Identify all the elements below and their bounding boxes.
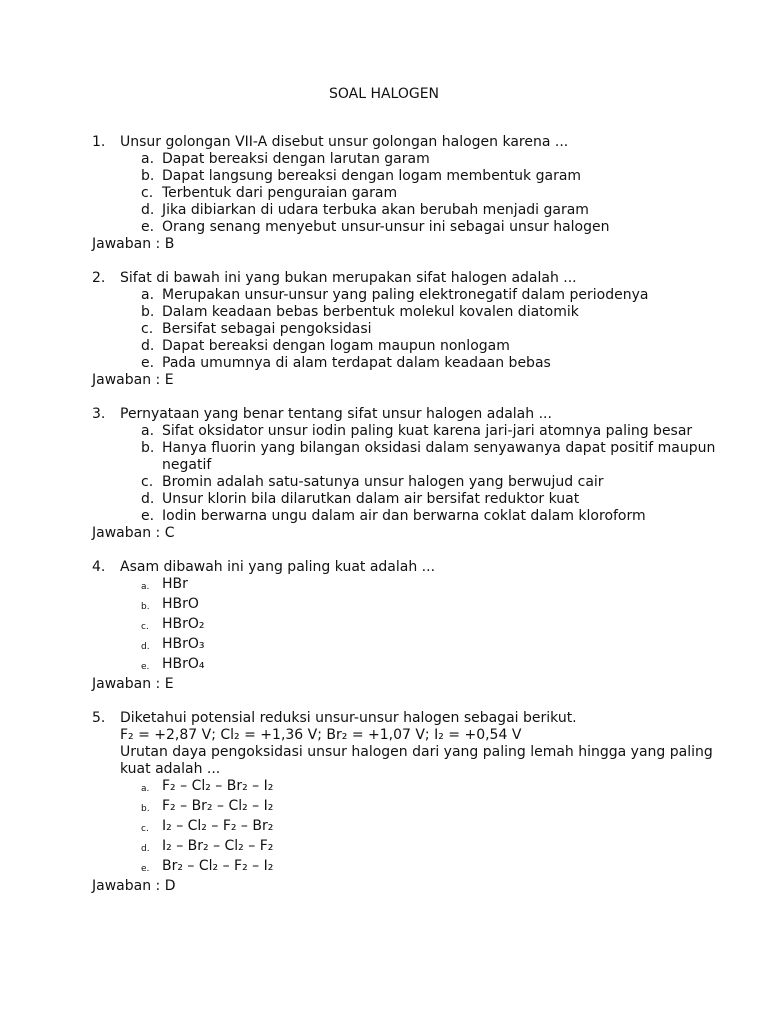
option-a [141,778,728,798]
option-b [141,798,728,818]
option-e [141,656,728,676]
option-text: Orang senang menyebut unsur-unsur ini sebagai unsur halogen [162,219,610,235]
answer-line: Jawaban : C [92,525,175,541]
option-text: F₂ – Br₂ – Cl₂ – I₂ [162,798,274,814]
option-e [141,858,728,878]
option-label: a. [141,423,155,439]
option-a [141,423,728,440]
option-label: d. [141,491,155,507]
option-text: Iodin berwarna ungu dalam air dan berwarna coklat dalam kloroform [162,508,646,524]
option-text: Jika dibiarkan di udara terbuka akan berubah menjadi garam [162,202,589,218]
option-label: a. [141,287,155,303]
answer-line: Jawaban : E [92,676,174,692]
option-label: c. [141,185,154,201]
option-label: c. [141,321,154,337]
option-label: d. [141,338,155,354]
option-list [92,576,728,676]
option-c [141,185,728,202]
question-text: Sifat di bawah ini yang bukan merupakan sifat halogen adalah ... [120,270,577,286]
option-b [141,440,728,474]
option-label: e. [141,508,155,524]
question-2 [92,270,728,389]
option-label: b. [141,304,155,320]
potential-values: F₂ = +2,87 V; Cl₂ = +1,36 V; Br₂ = +1,07 V; I₂ = +0,54 V [120,727,522,743]
question-stem [92,710,728,727]
option-text: Dalam keadaan bebas berbentuk molekul kovalen diatomik [162,304,579,320]
option-list [92,151,728,236]
option-a [141,576,728,596]
option-text: Terbentuk dari penguraian garam [162,185,398,201]
option-d [141,202,728,219]
option-e [141,355,728,372]
answer-line: Jawaban : B [92,236,175,252]
question-number: 4. [92,559,106,575]
question-3 [92,406,728,542]
option-text: F₂ – Cl₂ – Br₂ – I₂ [162,778,274,794]
option-label: d. [141,844,150,854]
question-4 [92,559,728,693]
option-label: d. [141,202,155,218]
question-text: Unsur golongan VII-A disebut unsur golongan halogen karena ... [120,134,569,150]
option-label: b. [141,168,155,184]
option-label: c. [141,474,154,490]
option-list [92,778,728,878]
option-e [141,219,728,236]
option-label: d. [141,642,150,652]
option-text: Dapat langsung bereaksi dengan logam membentuk garam [162,168,582,184]
option-text: Hanya fluorin yang bilangan oksidasi dalam senyawanya dapat positif maupun negatif [162,440,716,473]
question-stem [92,559,728,576]
option-text: HBrO₃ [162,636,205,652]
question-stem [92,406,728,423]
option-label: e. [141,219,155,235]
option-label: c. [141,824,149,834]
question-text: Pernyataan yang benar tentang sifat unsur halogen adalah ... [120,406,552,422]
question-5 [92,710,728,895]
option-list [92,287,728,372]
option-text: I₂ – Br₂ – Cl₂ – F₂ [162,838,274,854]
option-d [141,338,728,355]
option-label: a. [141,582,150,592]
option-text: HBrO₂ [162,616,205,632]
option-label: e. [141,355,155,371]
question-stem [92,134,728,151]
option-a [141,151,728,168]
option-text: HBrO [162,596,199,612]
option-text: Bersifat sebagai pengoksidasi [162,321,372,337]
answer-line: Jawaban : D [92,878,176,894]
option-text: Dapat bereaksi dengan larutan garam [162,151,430,167]
option-label: b. [141,440,155,456]
question-stem [92,270,728,287]
option-text: Br₂ – Cl₂ – F₂ – I₂ [162,858,274,874]
option-text: HBr [162,576,188,592]
option-label: e. [141,864,150,874]
question-number: 3. [92,406,106,422]
option-label: b. [141,602,150,612]
option-d [141,636,728,656]
option-d [141,838,728,858]
option-d [141,491,728,508]
option-text: HBrO₄ [162,656,205,672]
option-text: Sifat oksidator unsur iodin paling kuat karena jari-jari atomnya paling besar [162,423,693,439]
option-b [141,304,728,321]
answer-line: Jawaban : E [92,372,174,388]
question-number: 1. [92,134,106,150]
option-label: b. [141,804,150,814]
question-number: 5. [92,710,106,726]
question-text: Asam dibawah ini yang paling kuat adalah ... [120,559,436,575]
option-text: I₂ – Cl₂ – F₂ – Br₂ [162,818,274,834]
question-1 [92,134,728,253]
question-text: Diketahui potensial reduksi unsur-unsur halogen sebagai berikut. [120,710,577,726]
question-number: 2. [92,270,106,286]
option-e [141,508,728,525]
option-a [141,287,728,304]
option-list [92,423,728,525]
option-c [141,616,728,636]
option-b [141,168,728,185]
option-text: Bromin adalah satu-satunya unsur halogen yang berwujud cair [162,474,604,490]
question-text-continued: Urutan daya pengoksidasi unsur halogen dari yang paling lemah hingga yang paling kuat adalah ... [120,744,713,777]
option-text: Dapat bereaksi dengan logam maupun nonlogam [162,338,510,354]
option-c [141,474,728,491]
option-c [141,321,728,338]
option-label: e. [141,662,150,672]
option-text: Merupakan unsur-unsur yang paling elektronegatif dalam periodenya [162,287,649,303]
option-text: Unsur klorin bila dilarutkan dalam air bersifat reduktor kuat [162,491,580,507]
option-label: a. [141,151,155,167]
option-c [141,818,728,838]
document-title: SOAL HALOGEN [328,86,440,102]
option-b [141,596,728,616]
option-label: a. [141,784,150,794]
option-label: c. [141,622,149,632]
option-text: Pada umumnya di alam terdapat dalam keadaan bebas [162,355,551,371]
